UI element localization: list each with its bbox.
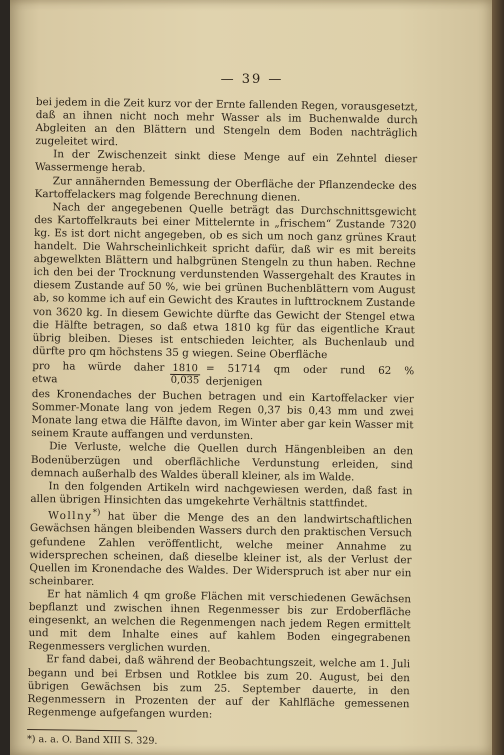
paragraph-9: Er fand dabei, daß während der Beobachtungszeit, welche am 1. Juli begann und bei Erbsen und Rotklee bis zum 20. August, bei den übrigen Gewächsen bis zum 25. September dauerte, in den Regenmessern in Prozenten der auf der Kahlfläche gemessenen Regenmenge aufgefangen wurden: bbox=[27, 653, 411, 721]
paragraph-5: des Kronendaches der Buchen betragen und ein Kartoffelacker vier Sommer-Monate lang von jedem Regen 0,37 bis 0,43 mm und zwei Monate lang etwa die Hälfte davon, im Winter aber gar kein Wasser mit seinem Kraute auffangen und verdunsten. bbox=[31, 388, 414, 443]
formula-prefix: pro ha würde daher etwa bbox=[31, 359, 165, 386]
page-number: — 39 — bbox=[220, 72, 284, 87]
book-spine bbox=[492, 0, 504, 755]
footnote-mark: *) bbox=[92, 507, 101, 518]
formula-numerator: 1810 bbox=[170, 363, 200, 375]
page-body bbox=[27, 96, 418, 751]
paragraph-6: Die Verluste, welche die Quellen durch Hängenbleiben an den Bodenüberzügen und oberflächliche Verdunstung erleiden, sind demnach außerhalb des Waldes überall kleiner, als im Walde. bbox=[30, 440, 414, 484]
wollny-text: hat über die Menge des an den landwirtschaftlichen Gewächsen hängen bleibenden Wassers durch den praktischen Versuch gefundene Zahlen veröffentlicht, welche meiner Annahme zu widersprechen scheinen, daß dieselbe kleiner ist, als der Verlust der Quellen im Kronendache des Waldes. Der Widerspruch ist aber nur ein scheinbarer. bbox=[29, 510, 413, 588]
footnote: *) a. a. O. Band XIII S. 329. bbox=[26, 733, 158, 747]
paragraph-2: In der Zwischenzeit sinkt diese Menge auf ein Zehntel dieser Wassermenge herab. bbox=[34, 148, 418, 176]
book-page bbox=[10, 0, 494, 755]
formula-line bbox=[32, 360, 414, 392]
formula-suffix: = 51714 qm oder rund 62 % derjenigen bbox=[205, 362, 415, 389]
author-name: Wollny bbox=[48, 509, 93, 523]
paragraph-7: In den folgenden Artikeln wird nachgewiesen werden, daß fast in allen übrigen Hinsichten das umgekehrte Verhältnis stattfindet. bbox=[30, 479, 413, 510]
formula-fraction bbox=[170, 363, 200, 386]
paragraph-1: bei jedem in die Zeit kurz vor der Ernte fallenden Regen, vorausgesetzt, daß an ihnen nicht noch mehr Wasser als im Buchenwalde durch Abgleiten an den Blättern und Stengeln dem Boden nachträglich zugeleitet wird. bbox=[35, 96, 418, 149]
paragraph-wollny bbox=[29, 506, 412, 593]
formula-denominator: 0,035 bbox=[170, 375, 200, 387]
paragraph-8: Er hat nämlich 4 qm große Flächen mit verschiedenen Gewächsen bepflanzt und zwischen ihnen Regenmesser bis zur Erdoberfläche eingesenkt, an welchen die Regenmengen nach jedem Regen ermittelt und mit dem Inhalte eines auf kahlem Boden eingegrabenen Regenmessers verglichen wurden. bbox=[28, 588, 412, 655]
footnote-divider bbox=[27, 729, 137, 732]
paragraph-3: Zur annähernden Bemessung der Oberfläche der Pflanzendecke des Kartoffelackers mag folgende Berechnung dienen. bbox=[34, 174, 417, 204]
paragraph-4: Nach der angegebenen Quelle beträgt das Durchschnittsgewicht des Kartoffelkrauts bei einer Mittelernte in „frischem“ Zustande 7320 kg. Es ist dort nicht angegeben, ob es sich um noch ganz grünes Kraut handelt. Die Wahrscheinlichkeit spricht dafür, daß wir es mit bereits abgewelkten Blättern und halbgrünen Stengeln zu thun haben. Rechne ich den bei der Trocknung verdunstenden Wassergehalt des Krautes in diesem Zustande auf 50 %, wie bei grünen Buchenblättern vom August ab, so komme ich auf ein Gewicht des Krautes in lufttrocknem Zustande von 3620 kg. In diesem Gewichte dürfte das Gewicht der Stengel etwa die Hälfte betragen, so daß etwa 1810 kg für das eigentliche Kraut übrig bleiben. Dieses ist entschieden leichter, als Buchenlaub und dürfte pro qm höchstens 35 g wiegen. Seine Oberfläche bbox=[32, 200, 417, 361]
